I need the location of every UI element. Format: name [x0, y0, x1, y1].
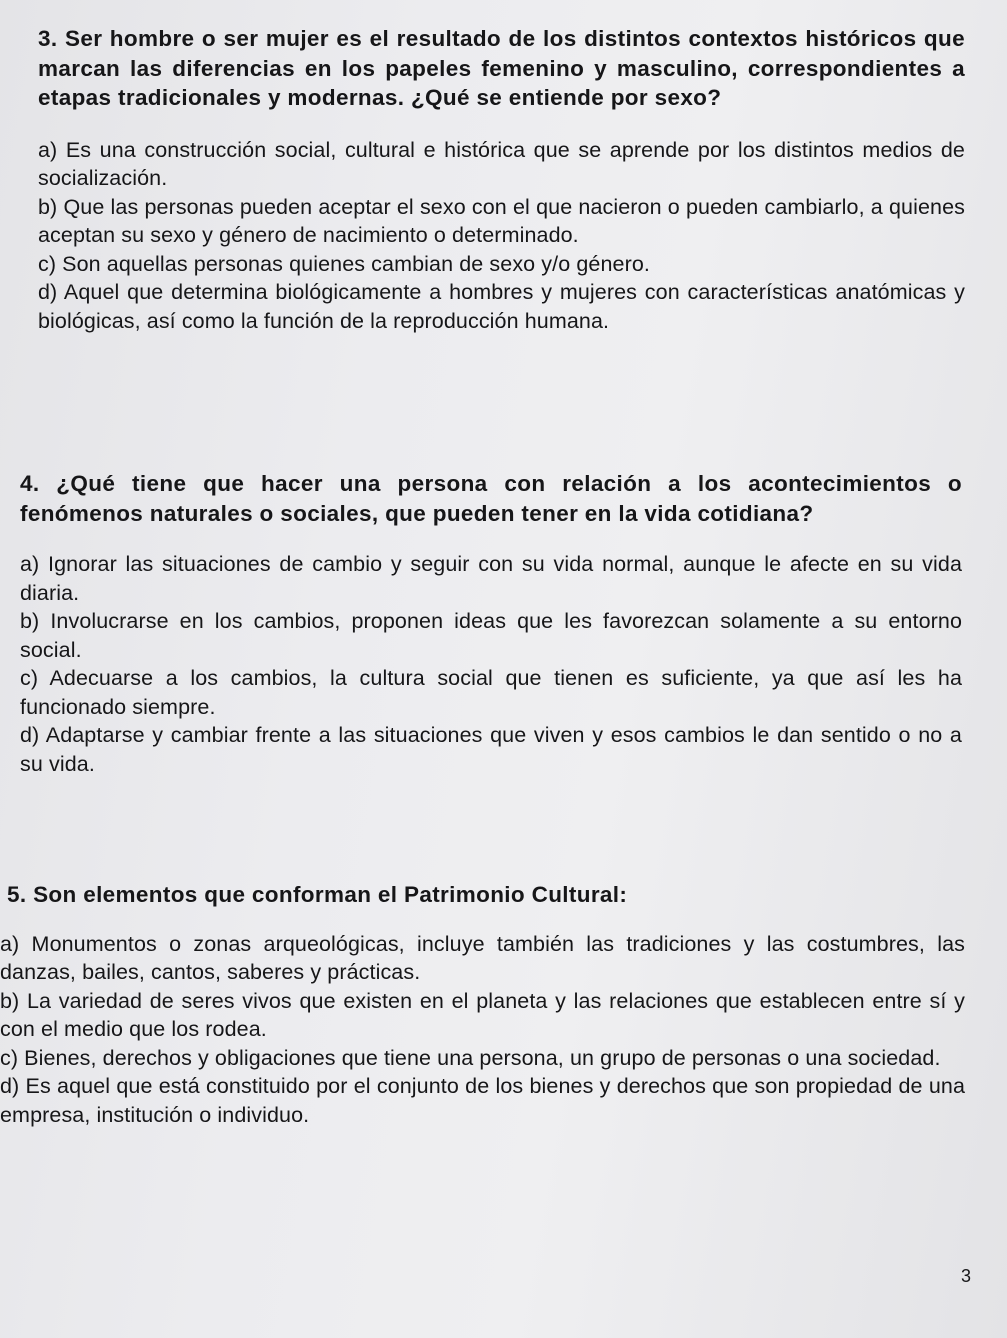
page-number: 3 [960, 1266, 971, 1286]
question-3-option-d: d) Aquel que determina biológicamente a hombres y mujeres con características anatómicas y biológicas, así como la función de la reproducción humana. [38, 280, 965, 333]
question-4-option-d: d) Adaptarse y cambiar frente a las situaciones que viven y esos cambios le dan sentido o no a su vida. [20, 723, 962, 776]
question-4-option-a: a) Ignorar las situaciones de cambio y seguir con su vida normal, aunque le afecte en su vida diaria. [20, 552, 962, 605]
question-3-text: 3. Ser hombre o ser mujer es el resultado de los distintos contextos históricos que marcan las diferencias en los papeles femenino y masculino, correspondientes a etapas tradicionales y modernas. ¿Qué se entiende por sexo? [38, 26, 965, 110]
question-4-text: 4. ¿Qué tiene que hacer una persona con relación a los acontecimientos o fenómenos naturales o sociales, que pueden tener en la vida cotidiana? [20, 471, 962, 526]
question-5-option-d: d) Es aquel que está constituido por el conjunto de los bienes y derechos que son propiedad de una empresa, institución o individuo. [0, 1074, 965, 1127]
question-5-options [0, 930, 965, 1130]
question-5-option-c: c) Bienes, derechos y obligaciones que tiene una persona, un grupo de personas o una sociedad. [0, 1045, 941, 1070]
question-3-options [38, 136, 965, 336]
question-5 [0, 880, 965, 1129]
question-3-option-b: b) Que las personas pueden aceptar el sexo con el que nacieron o pueden cambiarlo, a quienes aceptan su sexo y género de nacimiento o determinado. [38, 194, 965, 247]
question-5-option-b: b) La variedad de seres vivos que existen en el planeta y las relaciones que establecen entre sí y con el medio que los rodea. [0, 988, 965, 1041]
question-5-option-a: a) Monumentos o zonas arqueológicas, incluye también las tradiciones y las costumbres, las danzas, bailes, cantos, saberes y prácticas. [0, 931, 965, 984]
question-3-option-a: a) Es una construcción social, cultural e histórica que se aprende por los distintos medios de socialización. [38, 137, 965, 190]
question-4-option-c: c) Adecuarse a los cambios, la cultura social que tienen es suficiente, ya que así les ha funcionado siempre. [20, 666, 962, 719]
question-3-option-c: c) Son aquellas personas quienes cambian de sexo y/o género. [38, 251, 650, 276]
question-5-text: 5. Son elementos que conforman el Patrimonio Cultural: [7, 882, 628, 907]
question-4 [0, 469, 962, 778]
question-3 [0, 24, 965, 335]
question-4-option-b: b) Involucrarse en los cambios, proponen ideas que les favorezcan solamente a su entorno social. [20, 609, 962, 662]
question-4-options [20, 550, 962, 778]
